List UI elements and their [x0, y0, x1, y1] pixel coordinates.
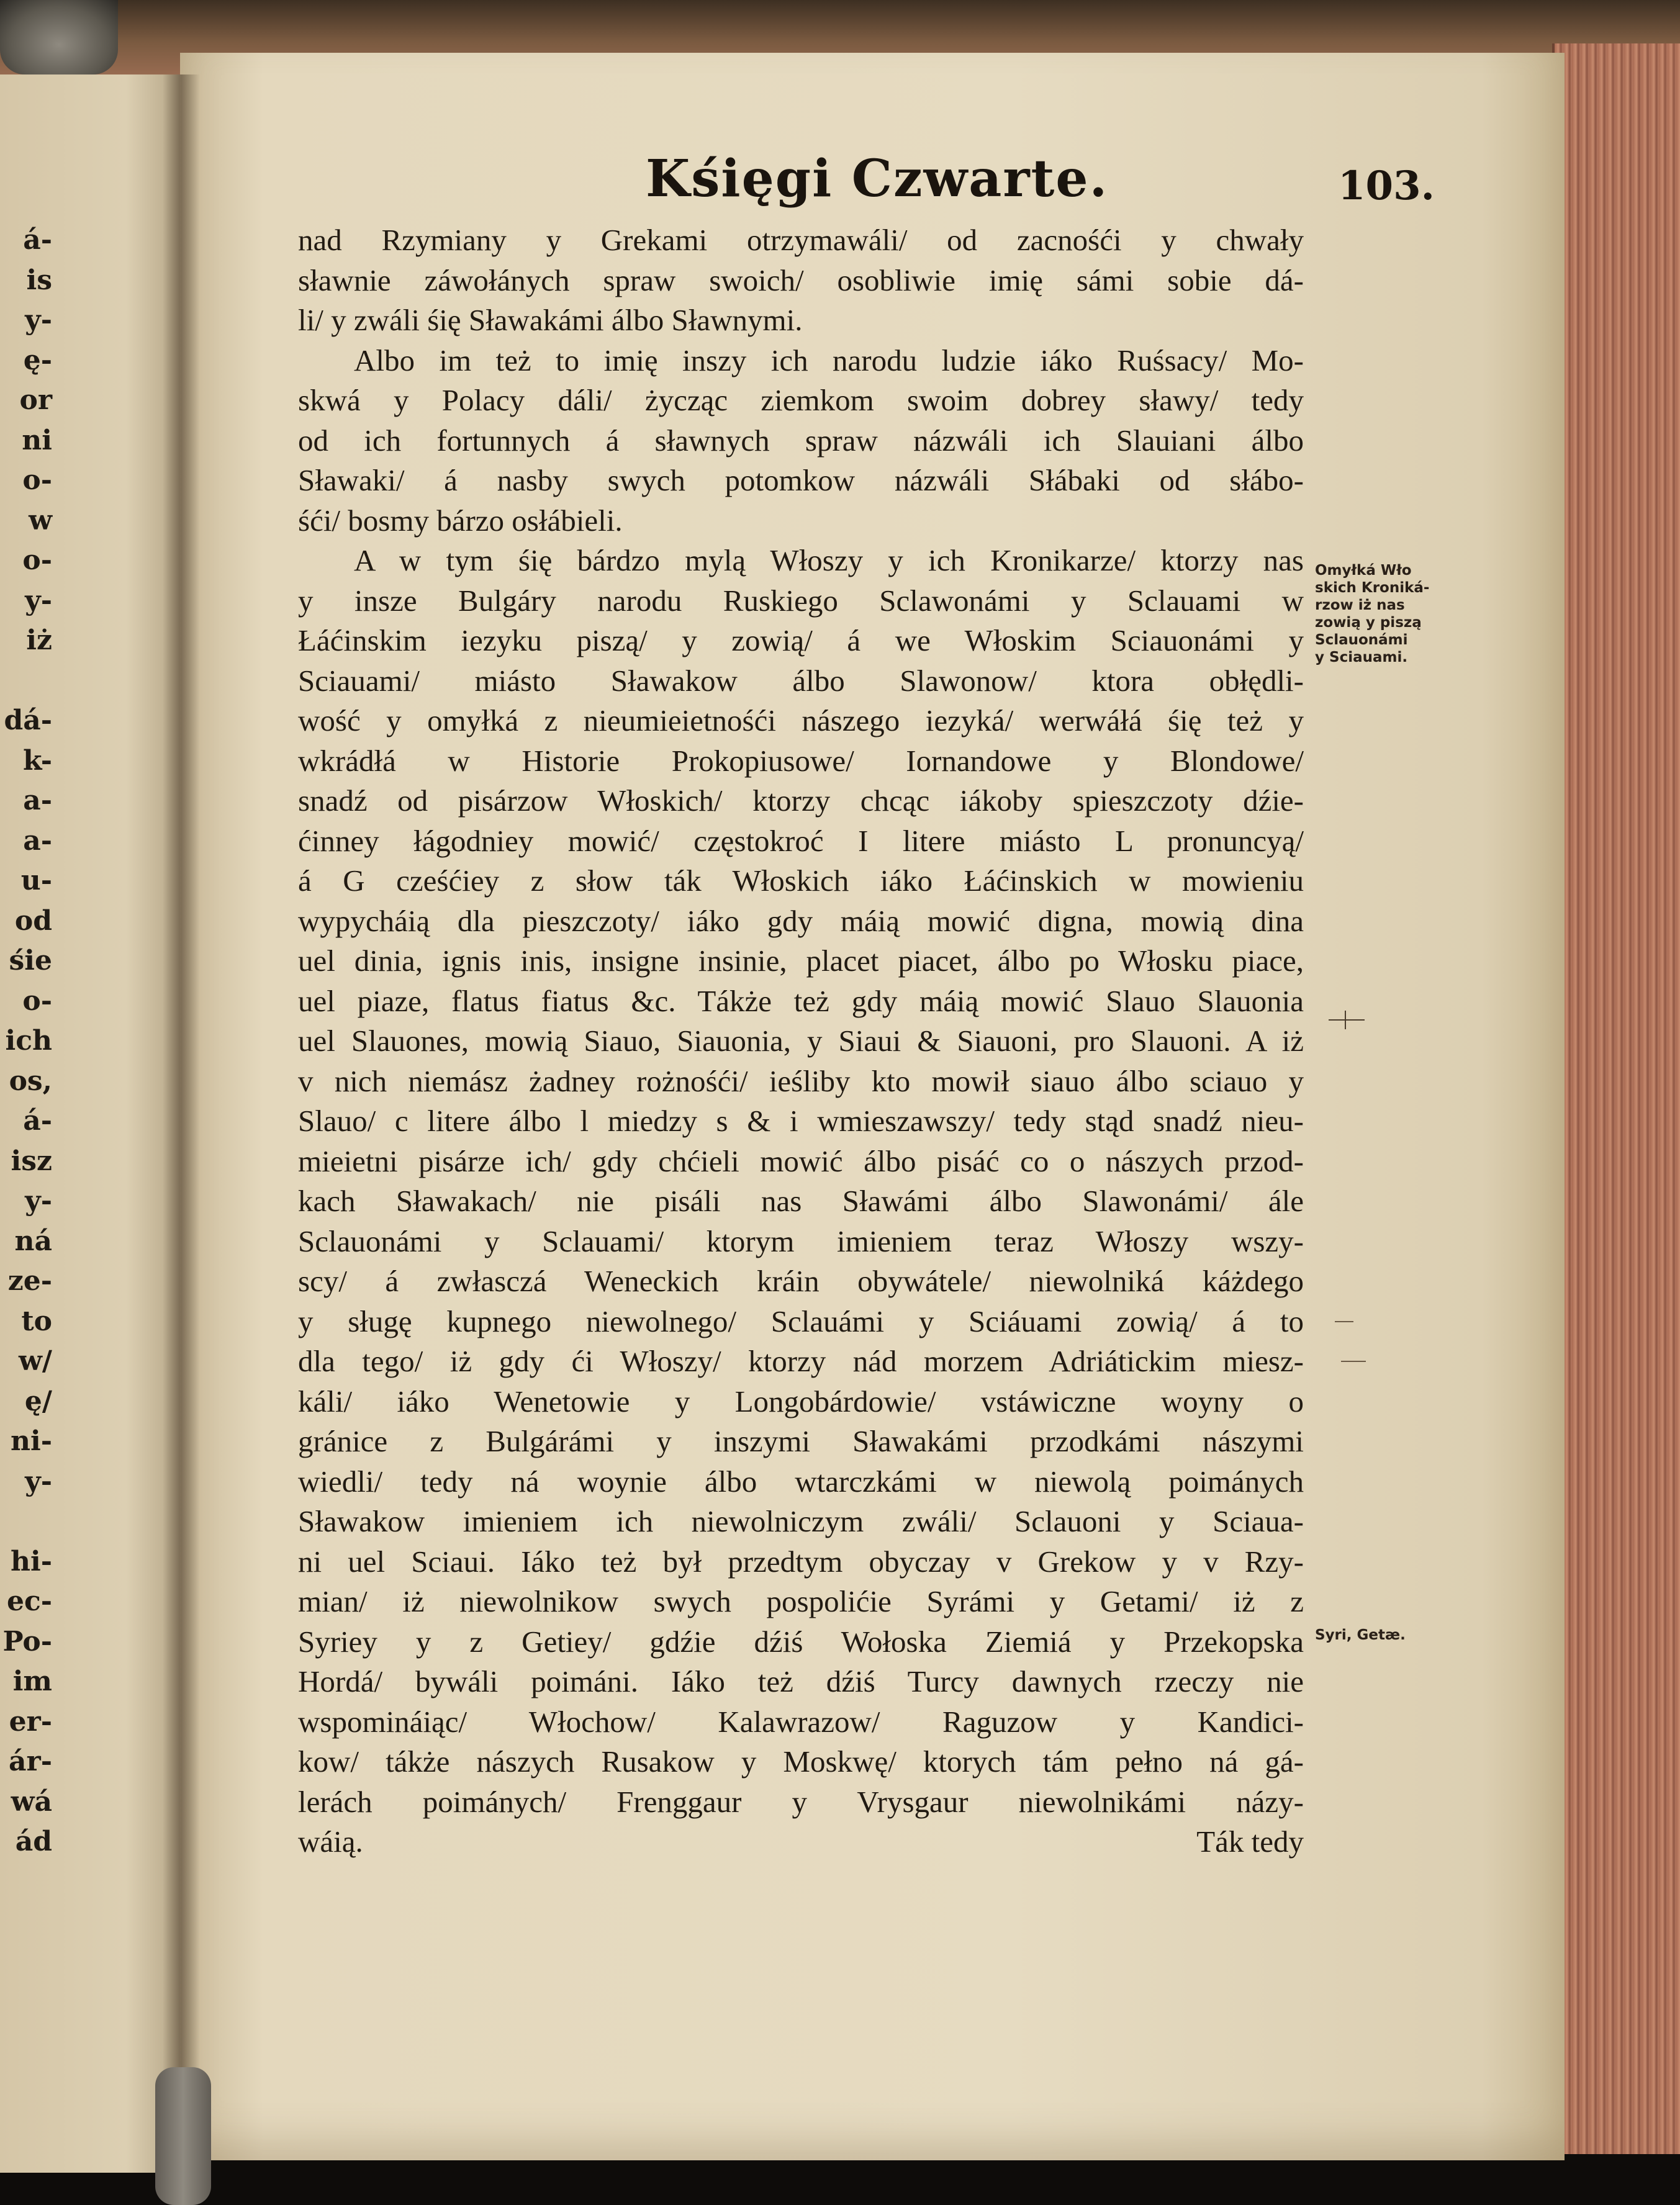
tailband: [155, 2067, 211, 2205]
text-line: Hordá/ bywáli poimáni. Iáko też dźiś Turcy dawnych rzeczy nie: [298, 1664, 1304, 1698]
facing-page-fragment: ni-: [11, 1425, 52, 1457]
text-line: y insze Bulgáry narodu Ruskiego Sclawonámi y Sclauami w: [298, 583, 1304, 618]
facing-page-fragment: to: [21, 1305, 52, 1337]
text-line: Syriey y z Getiey/ gdźie dźiś Wołoska Ziemiá y Przekopska: [298, 1624, 1304, 1659]
final-line-text: wáią.: [298, 1824, 363, 1859]
facing-page-fragment: w: [29, 504, 52, 536]
facing-page-fragment: ę/: [24, 1385, 52, 1417]
facing-page-fragment: á-: [23, 224, 52, 256]
text-line: kach Sławakach/ nie pisáli nas Sławámi álbo Slawonámi/ ále: [298, 1184, 1304, 1218]
marginal-note-line: rzow iż nas: [1315, 597, 1405, 613]
facing-page-fragment: w/: [19, 1345, 52, 1377]
facing-page-fragment: iż: [26, 625, 52, 656]
facing-page-fragment: isz: [11, 1145, 52, 1177]
text-line: li/ y zwáli śię Sławakámi álbo Sławnymi.: [298, 303, 803, 337]
text-line: Sclauonámi y Sclauami/ ktorym imieniem teraz Włoszy wszy-: [298, 1224, 1304, 1258]
text-line: ni uel Sciaui. Iáko też był przedtym obyczay v Grekow y v Rzy-: [298, 1544, 1304, 1579]
text-line: y sługę kupnego niewolnego/ Sclauámi y Sciáuami zowią/ á to: [298, 1304, 1304, 1338]
text-line: uel piaze, flatus fiatus &c. Tákże też gdy máią mowić Slauo Slauonia: [298, 983, 1304, 1018]
facing-page-fragment: o-: [22, 985, 52, 1017]
running-head: Kśięgi Czwarte.: [646, 149, 1109, 209]
facing-page-fragment: o-: [22, 544, 52, 576]
marginal-note-syri: [1315, 1626, 1476, 1644]
facing-page-fragment: y-: [25, 584, 52, 616]
marginal-dash: [1341, 1361, 1366, 1362]
text-line: Sławaki/ á nasby swych potomkow názwáli Słábaki od słábo-: [298, 463, 1304, 497]
text-line: wkrádłá w Historie Prokopiusowe/ Iornandowe y Blondowe/: [298, 743, 1304, 778]
marginal-note-line: Syri, Getæ.: [1315, 1627, 1406, 1643]
text-line: gránice z Bulgárámi y inszymi Sławakámi przodkámi nászymi: [298, 1424, 1304, 1458]
text-line: á G cześćiey z słow ták Włoskich iáko Łáćinskich w mowieniu: [298, 864, 1304, 898]
text-line: Sławakow imieniem ich niewolniczym zwáli/ Sclauoni y Sciaua-: [298, 1504, 1304, 1538]
marginal-note-line: Sclauonámi: [1315, 632, 1408, 648]
page-number: 103.: [1338, 163, 1435, 209]
facing-page-text-fragments: [0, 220, 52, 1862]
text-line: od ich fortunnych á sławnych spraw názwáli ich Slauiani álbo: [298, 423, 1304, 458]
text-line: nad Rzymiany y Grekami otrzymawáli/ od zacnośći y chwały: [298, 223, 1304, 257]
facing-page-fragment: ni: [22, 424, 52, 456]
facing-page-fragment: is: [26, 264, 52, 296]
text-line: uel Slauones, mowią Siauo, Siauonia, y Siaui & Siauoni, pro Slauoni. A iż: [298, 1024, 1304, 1058]
facing-page-fragment: ád: [15, 1826, 52, 1857]
facing-page-fragment: y-: [25, 1185, 52, 1217]
text-line: káli/ iáko Wenetowie y Longobárdowie/ vstáwiczne woyny o: [298, 1384, 1304, 1418]
facing-page-fragment: hi-: [11, 1545, 52, 1577]
facing-page-fragment: ec-: [6, 1585, 52, 1617]
facing-page-fragment: y-: [25, 1465, 52, 1497]
text-line: lerách poimánych/ Frenggaur y Vrysgaur niewolnikámi názy-: [298, 1784, 1304, 1819]
text-line: kow/ tákże nászych Rusakow y Moskwę/ ktorych tám pełno ná gá-: [298, 1744, 1304, 1779]
facing-page-fragment: [0, 661, 52, 701]
text-line: wypycháią dla pieszczoty/ iáko gdy máią mowić digna, mowią dina: [298, 903, 1304, 938]
facing-page-fragment: wá: [11, 1785, 52, 1818]
text-line: ćinney łágodniey mowić/ częstokroć I litere miásto L pronuncyą/: [298, 823, 1304, 858]
text-line: uel dinia, ignis inis, insigne insinie, placet piacet, álbo po Włosku piace,: [298, 944, 1304, 978]
text-line: scy/ á zwłasczá Weneckich kráin obywátele/ niewolniká káżdego: [298, 1264, 1304, 1298]
headband: [0, 0, 118, 74]
marginal-note-line: skich Kroniká-: [1315, 580, 1430, 596]
facing-page-fragment: á-: [23, 1105, 52, 1137]
text-line: [298, 1822, 1304, 1862]
facing-page-fragment: śie: [9, 945, 52, 976]
text-line: wiedli/ tedy ná woynie álbo wtarczkámi w niewolą poimánych: [298, 1464, 1304, 1499]
text-line: Łáćinskim iezyku piszą/ y zowią/ á we Włoskim Sciauonámi y: [298, 623, 1304, 657]
text-line: sławnie záwołánych spraw swoich/ osobliwie imię sámi sobie dá-: [298, 263, 1304, 297]
marginal-note-omylka: [1315, 562, 1476, 666]
facing-page-fragment: k-: [23, 744, 52, 777]
text-line: snadź od pisárzow Włoskich/ ktorzy chcąc iákoby spieszczoty dźie-: [298, 783, 1304, 818]
text-line: A w tym śię bárdzo mylą Włoszy y ich Kronikarze/ ktorzy nas: [354, 543, 1304, 577]
catchword: Ták tedy: [1196, 1824, 1304, 1859]
text-line: dla tego/ iż gdy ći Włoszy/ ktorzy nád morzem Adriátickim miesz-: [298, 1344, 1304, 1378]
text-line: mian/ iż niewolnikow swych pospolićie Syrámi y Getami/ iż z: [298, 1584, 1304, 1618]
facing-page-fragment: ná: [14, 1225, 52, 1257]
text-line: v nich niemász żadney rożnośći/ ieśliby kto mowił siauo álbo sciauo y: [298, 1063, 1304, 1098]
facing-page-fragment: o-: [22, 464, 52, 496]
text-line: Sciauami/ miásto Sławakow álbo Slawonow/ ktora obłędli-: [298, 663, 1304, 698]
page-fore-edge: [1552, 43, 1680, 2154]
facing-page-fragment: er-: [9, 1705, 52, 1738]
facing-page-fragment: a-: [23, 824, 52, 857]
marginal-dash: [1335, 1321, 1353, 1322]
marginal-note-line: zowią y piszą: [1315, 615, 1422, 631]
text-line: mieietni pisárze ich/ gdy chćieli mowić álbo pisáć co o nászych przod-: [298, 1143, 1304, 1178]
text-line: śći/ bosmy bárzo osłábieli.: [298, 503, 623, 538]
facing-page-fragment: u-: [20, 865, 52, 896]
facing-page-fragment: im: [12, 1666, 52, 1697]
main-text-block: [298, 220, 1304, 1862]
facing-page-fragment: ę-: [23, 344, 52, 376]
text-line: Slauo/ c litere álbo l miedzy s & i wmieszawszy/ tedy stąd snadź nieu-: [298, 1104, 1304, 1138]
facing-page-fragment: ze-: [7, 1265, 52, 1297]
text-line: wspomináiąc/ Włochow/ Kalawrazow/ Raguzow y Kandici-: [298, 1704, 1304, 1739]
marginal-note-line: Omyłká Wło: [1315, 562, 1412, 579]
facing-page-fragment: dá-: [4, 705, 52, 736]
text-line: skwá y Polacy dáli/ życząc ziemkom swoim dobrey sławy/ tedy: [298, 383, 1304, 417]
facing-page-fragment: or: [19, 384, 52, 416]
facing-page-fragment: os,: [9, 1065, 52, 1097]
facing-page-fragment: a-: [23, 785, 52, 816]
marginal-note-line: y Sciauami.: [1315, 649, 1408, 665]
facing-page-fragment: ich: [5, 1025, 52, 1057]
facing-page-fragment: Po-: [2, 1625, 52, 1657]
facing-page-fragment: ár-: [9, 1746, 52, 1777]
facing-page-fragment: od: [14, 904, 52, 937]
marginal-cross-mark: [1329, 1019, 1365, 1021]
text-line: wość y omyłká z nieumieietnośći nászego iezyká/ werwáłá śię też y: [298, 703, 1304, 737]
gutter-shadow: [163, 74, 200, 2173]
facing-page-fragment: y-: [25, 304, 52, 336]
facing-page-fragment: [0, 1502, 52, 1542]
text-line: Albo im też to imię inszy ich narodu ludzie iáko Ruśsacy/ Mo-: [354, 343, 1304, 377]
